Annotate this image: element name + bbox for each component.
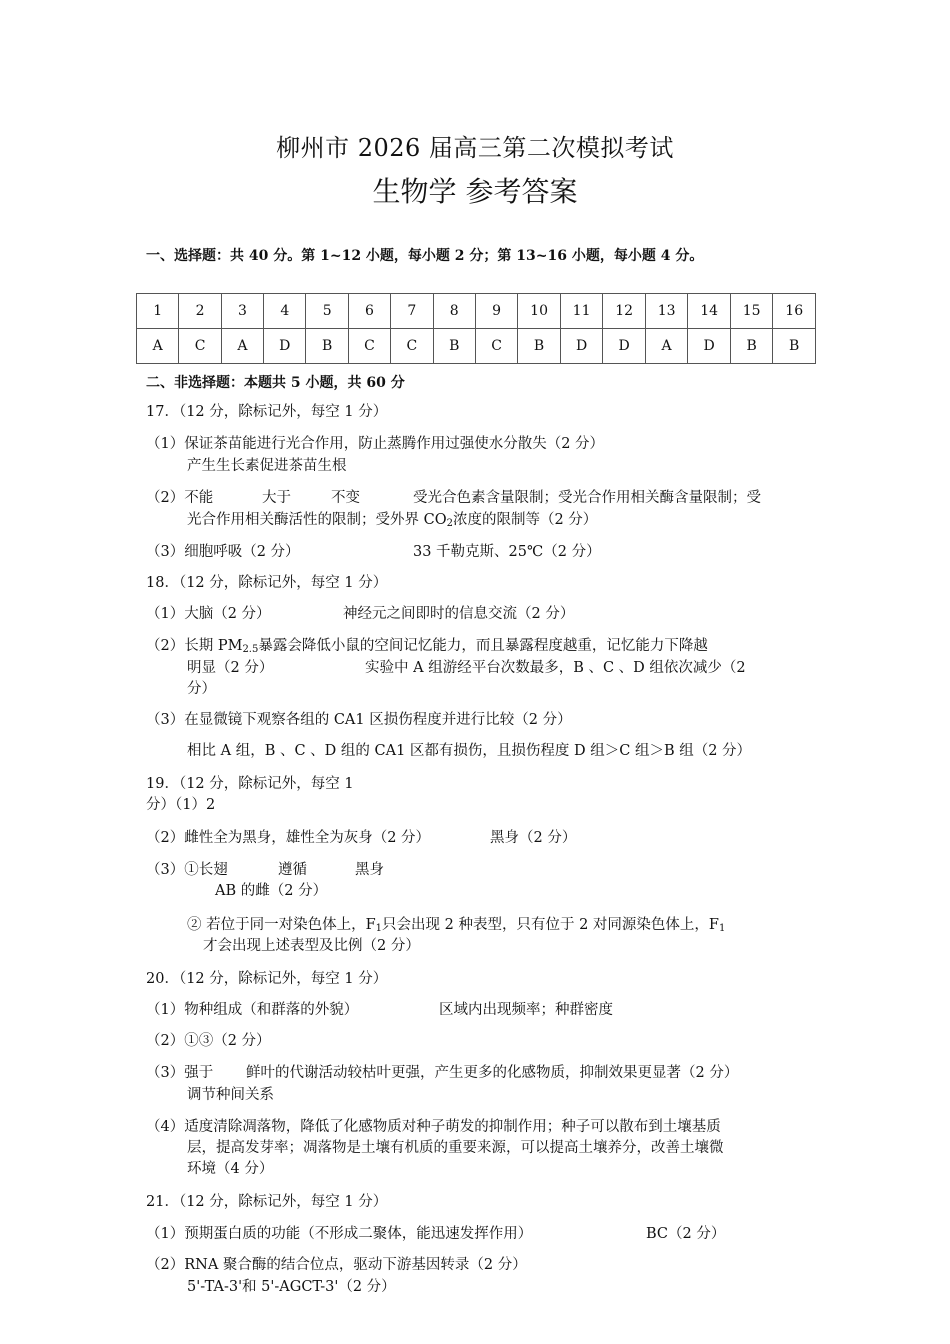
table-cell: 3 xyxy=(221,294,263,329)
table-cell: 15 xyxy=(730,294,773,329)
q19-p3-line4: 才会出现上述表型及比例（2 分） xyxy=(203,938,420,954)
q18-p1-answer1: （1）大脑（2 分） xyxy=(146,606,271,622)
text-run: 浓度的限制等（2 分） xyxy=(452,512,598,528)
table-cell: C xyxy=(391,329,433,364)
q17-p2-line2 xyxy=(187,510,597,534)
subscript: 1 xyxy=(719,923,726,934)
q20-p2: （2）①③（2 分） xyxy=(146,1033,271,1049)
table-cell: D xyxy=(603,329,646,364)
q17-p2-answer2: 大于 xyxy=(262,490,291,506)
q18-p2-line1 xyxy=(146,636,708,660)
table-cell: B xyxy=(730,329,773,364)
q20-p4-line1: （4）适度清除凋落物，降低了化感物质对种子萌发的抑制作用；种子可以散布到土壤基质 xyxy=(146,1119,721,1135)
q20-p3-answer2: 鲜叶的代谢活动较枯叶更强，产生更多的化感物质，抑制效果更显著（2 分） xyxy=(246,1065,739,1081)
table-cell: 10 xyxy=(518,294,561,329)
q17-p1-line2: 产生生长素促进茶苗生根 xyxy=(187,458,347,474)
subscript: 2 xyxy=(446,518,453,529)
section1-heading: 一、选择题：共 40 分。第 1~12 小题，每小题 2 分；第 13~16 小题，每小题 4 分。 xyxy=(146,248,704,264)
q19-header: 19．（12 分，除标记外，每空 1 xyxy=(146,776,354,792)
subscript: 1 xyxy=(375,923,383,934)
q18-p3-line1: （3）在显微镜下观察各组的 CA1 区损伤程度并进行比较（2 分） xyxy=(146,712,572,728)
table-cell: B xyxy=(306,329,348,364)
table-cell: A xyxy=(645,329,688,364)
q17-p2-answer3: 不变 xyxy=(331,490,360,506)
q21-p2-line1: （2）RNA 聚合酶的结合位点，驱动下游基因转录（2 分） xyxy=(146,1257,527,1273)
table-cell: C xyxy=(179,329,221,364)
table-cell: 1 xyxy=(137,294,179,329)
table-cell: D xyxy=(688,329,731,364)
answer-row xyxy=(137,329,816,364)
question-number-row xyxy=(137,294,816,329)
q20-p1-answer2: 区域内出现频率；种群密度 xyxy=(439,1002,613,1018)
q19-p2-answer2: 黑身（2 分） xyxy=(490,830,577,846)
q17-p1-line1: （1）保证茶苗能进行光合作用，防止蒸腾作用过强使水分散失（2 分） xyxy=(146,436,605,452)
table-cell: 14 xyxy=(688,294,731,329)
table-cell: 13 xyxy=(645,294,688,329)
table-cell: 2 xyxy=(179,294,221,329)
table-cell: 9 xyxy=(475,294,517,329)
table-cell: A xyxy=(137,329,179,364)
q19-p3-answer3: 黑身 xyxy=(355,862,384,878)
table-cell: D xyxy=(264,329,306,364)
q18-p2-line2b: 实验中 A 组游经平台次数最多，B 、C 、D 组依次减少（2 xyxy=(365,660,746,676)
table-cell: B xyxy=(518,329,561,364)
table-cell: 4 xyxy=(264,294,306,329)
table-cell: 16 xyxy=(773,294,816,329)
q20-p3-answer3: 调节种间关系 xyxy=(187,1087,274,1103)
text-run: ② 若位于同一对染色体上，F xyxy=(187,917,376,933)
table-cell: C xyxy=(475,329,517,364)
q17-p2-answer4: 受光合色素含量限制；受光合作用相关酶含量限制；受 xyxy=(413,490,761,506)
q18-p1-answer2: 神经元之间即时的信息交流（2 分） xyxy=(343,606,575,622)
text-run: 暴露会降低小鼠的空间记忆能力，而且暴露程度越重，记忆能力下降越 xyxy=(258,638,708,654)
q19-p3-answer1: （3）①长翅 xyxy=(146,862,228,878)
table-cell: A xyxy=(221,329,263,364)
q18-header: 18．（12 分，除标记外，每空 1 分） xyxy=(146,575,388,591)
q19-p1: 分）（1）2 xyxy=(146,797,216,813)
exam-subtitle: 生物学 参考答案 xyxy=(372,175,578,208)
q19-p3-answer2: 遵循 xyxy=(278,862,307,878)
table-cell: 6 xyxy=(348,294,390,329)
q21-header: 21．（12 分，除标记外，每空 1 分） xyxy=(146,1194,388,1210)
q19-p2-answer1: （2）雌性全为黑身，雄性全为灰身（2 分） xyxy=(146,830,431,846)
q17-p2-answer1: （2）不能 xyxy=(146,490,214,506)
text-run: （2）长期 PM xyxy=(146,638,243,654)
q17-p3-answer1: （3）细胞呼吸（2 分） xyxy=(146,544,300,560)
subscript: 2.5 xyxy=(242,644,259,655)
table-cell: 11 xyxy=(560,294,603,329)
table-cell: D xyxy=(560,329,603,364)
q17-header: 17．（12 分，除标记外，每空 1 分） xyxy=(146,404,388,420)
q18-p2-line3: 分） xyxy=(187,681,216,697)
q20-p1-answer1: （1）物种组成（和群落的外貌） xyxy=(146,1002,359,1018)
q20-p4-line3: 环境（4 分） xyxy=(187,1161,274,1177)
q20-p3-answer1: （3）强于 xyxy=(146,1065,214,1081)
table-cell: B xyxy=(433,329,475,364)
q17-p3-answer2: 33 千勒克斯、25℃（2 分） xyxy=(413,544,601,560)
table-cell: B xyxy=(773,329,816,364)
exam-title: 柳州市 2026 届高三第二次模拟考试 xyxy=(276,134,674,162)
table-cell: 7 xyxy=(391,294,433,329)
q19-p3-answer4: AB 的雌（2 分） xyxy=(215,883,328,899)
table-cell: 8 xyxy=(433,294,475,329)
q18-p3-line2: 相比 A 组，B 、C 、D 组的 CA1 区都有损伤，且损伤程度 D 组＞C 组＞B 组（2 分） xyxy=(187,743,752,759)
text-run: 只会出现 2 种表型，只有位于 2 对同源染色体上，F xyxy=(382,917,719,933)
table-cell: 12 xyxy=(603,294,646,329)
section2-heading: 二、非选择题：本题共 5 小题，共 60 分 xyxy=(146,375,405,391)
q20-header: 20．（12 分，除标记外，每空 1 分） xyxy=(146,971,388,987)
table-cell: C xyxy=(348,329,390,364)
q20-p4-line2: 层，提高发芽率；凋落物是土壤有机质的重要来源，可以提高土壤养分，改善土壤微 xyxy=(187,1140,724,1156)
q21-p1-answer2: BC（2 分） xyxy=(646,1226,726,1242)
q21-p1-answer1: （1）预期蛋白质的功能（不形成二聚体，能迅速发挥作用） xyxy=(146,1226,533,1242)
q21-p2-line2: 5'-TA-3'和 5'-AGCT-3'（2 分） xyxy=(187,1279,396,1295)
text-run: 光合作用相关酶活性的限制；受外界 CO xyxy=(187,512,447,528)
q18-p2-line2a: 明显（2 分） xyxy=(187,660,274,676)
table-cell: 5 xyxy=(306,294,348,329)
answer-table xyxy=(136,293,816,364)
